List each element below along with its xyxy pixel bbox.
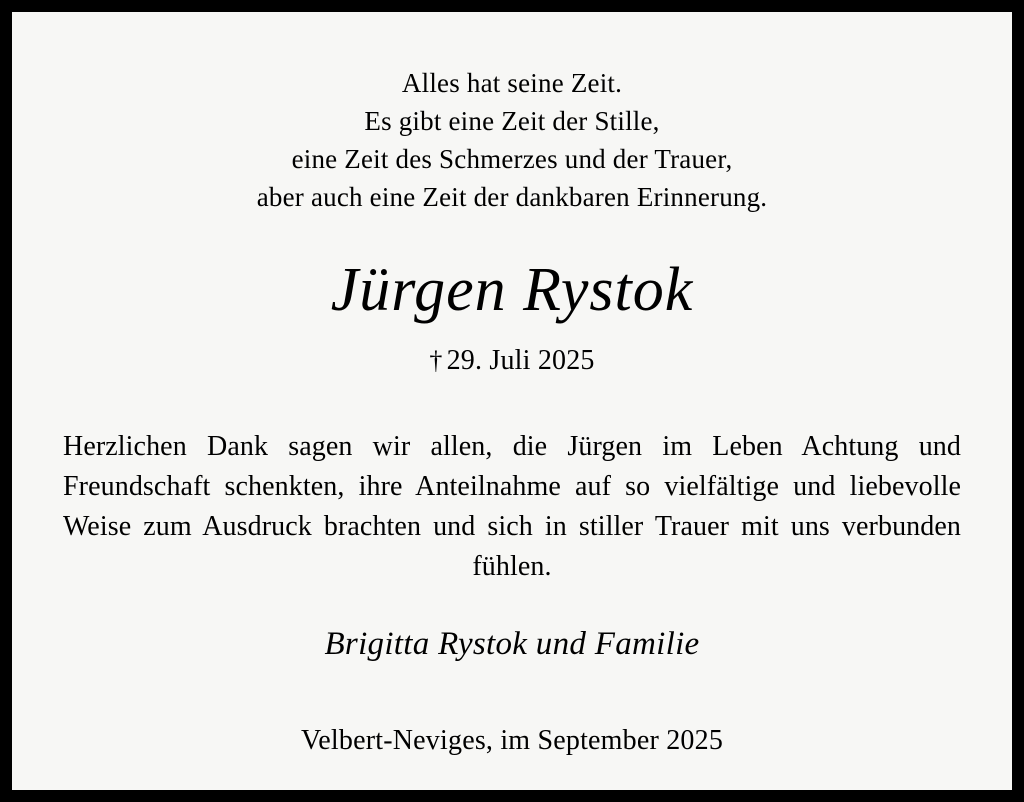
verse-line-4: aber auch eine Zeit der dankbaren Erinnerung. bbox=[256, 182, 768, 213]
death-date-line bbox=[429, 345, 594, 377]
cross-icon: † bbox=[429, 346, 443, 376]
place-and-date: Velbert-Neviges, im September 2025 bbox=[300, 725, 724, 757]
family-signature: Brigitta Rystok und Familie bbox=[324, 626, 700, 663]
verse-block bbox=[257, 64, 768, 216]
obituary-card bbox=[12, 12, 1012, 790]
death-date: 29. Juli 2025 bbox=[446, 345, 595, 377]
verse-line-2: Es gibt eine Zeit der Stille, bbox=[364, 106, 660, 137]
thanks-text: Herzlichen Dank sagen wir allen, die Jürgen im Leben Achtung und Freundschaft schenkten, ihre Anteilnahme auf so vielfältige und liebevolle Weise zum Ausdruck brachten und sich in stiller Trauer mit uns verbunden fühlen. bbox=[63, 431, 961, 582]
verse-line-3: eine Zeit des Schmerzes und der Trauer, bbox=[291, 144, 733, 175]
deceased-name: Jürgen Rystok bbox=[330, 256, 694, 325]
verse-line-1: Alles hat seine Zeit. bbox=[401, 68, 623, 98]
